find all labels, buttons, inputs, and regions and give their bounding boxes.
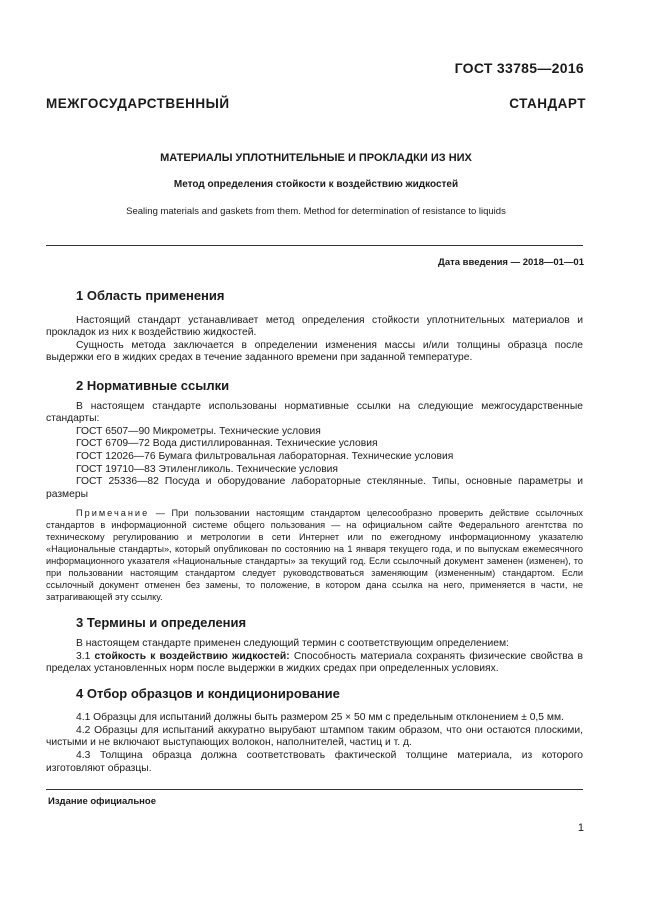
- official-edition-label: Издание официальное: [48, 796, 156, 807]
- term-number: 3.1: [76, 650, 91, 662]
- section-4-paragraph: 4.2 Образцы для испытаний аккуратно вырубают штампом таким образом, что они остаются плоскими, чистыми и не включают выступающих волокон, наполнителей, частиц и т. д.: [46, 724, 583, 749]
- normative-reference: ГОСТ 6709—72 Вода дистиллированная. Технические условия: [76, 438, 378, 450]
- interstate-standard-banner: МЕЖГОСУДАРСТВЕННЫЙ СТАНДАРТ: [46, 96, 586, 111]
- normative-reference: ГОСТ 6507—90 Микрометры. Технические условия: [76, 425, 321, 437]
- section-1-paragraph: Сущность метода заключается в определении изменения массы и/или толщины образца после выдержки его в жидких средах в течение заданного времени при заданной температуре.: [46, 339, 583, 364]
- normative-reference: ГОСТ 19710—83 Этиленгликоль. Технические условия: [76, 463, 339, 475]
- section-1-heading: 1 Область применения: [76, 288, 225, 303]
- normative-reference: ГОСТ 12026—76 Бумага фильтровальная лабораторная. Технические условия: [76, 450, 454, 462]
- section-4-paragraph: 4.1 Образцы для испытаний должны быть размером 25 × 50 мм с предельным отклонением ± 0,5 мм.: [76, 712, 564, 724]
- section-4-heading: 4 Отбор образцов и кондиционирование: [76, 685, 340, 701]
- section-2-heading: 2 Нормативные ссылки: [76, 377, 230, 393]
- normative-reference: ГОСТ 25336—82 Посуда и оборудование лабораторные стеклянные. Типы, основные параметры и размеры: [46, 476, 583, 500]
- term-definition: [46, 651, 583, 676]
- note-text: — При пользовании настоящим стандартом целесообразно проверить действие ссылочных стандартов в информационной системе общего пользования — на официальном сайте Федерального агентства по техническому регулированию и метрологии в сети Интернет или по ежегодному информационному указателю «Национальные стандарты», который опубликован по состоянию на 1 января текущего года, и по выпускам ежемесячного информационного указателя «Национальные стандарты» за текущий год. Если ссылочный документ заменен (изменен), то при пользовании настоящим стандартом следует руководствоваться заменяющим (измененным) стандартом. Если ссылочный документ отменен без замены, то положение, в котором дана ссылка на него, применяется в части, не затрагивающей эту ссылку.: [46, 508, 583, 603]
- section-2-paragraph: В настоящем стандарте использованы нормативные ссылки на следующие межгосударственные стандарты:: [46, 400, 583, 425]
- standard-subtitle: Метод определения стойкости к воздействию жидкостей: [173, 179, 459, 190]
- title-divider: [46, 245, 583, 246]
- standard-english-title: Sealing materials and gaskets from them. Method for determination of resistance to liquids: [126, 206, 506, 217]
- footer-divider: [46, 789, 583, 790]
- section-1-paragraph: Настоящий стандарт устанавливает метод определения стойкости уплотнительных материалов и прокладок из них к воздействию жидкостей.: [46, 314, 583, 339]
- reference-note: [46, 507, 583, 603]
- term-name: стойкость к воздействию жидкостей:: [94, 650, 290, 662]
- section-3-heading: 3 Термины и определения: [76, 615, 247, 631]
- note-label: Примечание: [76, 508, 150, 519]
- standard-title: МАТЕРИАЛЫ УПЛОТНИТЕЛЬНЫЕ И ПРОКЛАДКИ ИЗ НИХ: [160, 152, 472, 164]
- page-number: 1: [577, 822, 584, 834]
- section-4-paragraph: 4.3 Толщина образца должна соответствовать фактической толщине материала, из которого изготовляют образцы.: [46, 750, 583, 774]
- gost-code: ГОСТ 33785—2016: [454, 60, 584, 76]
- section-3-paragraph: В настоящем стандарте применен следующий термин с соответствующим определением:: [76, 637, 509, 649]
- introduction-date: Дата введения — 2018—01—01: [438, 257, 584, 268]
- term-text: Способность материала сохранять физические свойства в пределах установленных норм после выдержки в жидких средах при определенных условиях.: [46, 650, 583, 675]
- document-body: [46, 290, 583, 775]
